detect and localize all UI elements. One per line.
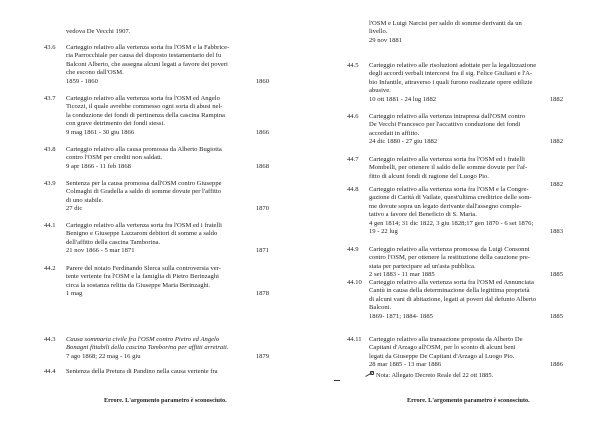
description-line: legati da Giuseppe De Capitani d'Arzago al Luogo Pio.	[369, 352, 515, 360]
year: 1882	[549, 138, 563, 146]
date-range: 4 gen 1814; 31 dic 1822, 3 giu 1828;17 gen 1870 - 6 set 1876;	[369, 219, 534, 227]
note-marker	[334, 380, 340, 381]
date-range: 1 mag	[66, 290, 83, 298]
description-line: Colmaghi di Gradella a saldo di somme dovute per l'affitto	[66, 188, 222, 196]
date-line	[369, 138, 563, 146]
inventory-entry	[347, 156, 563, 190]
description-line: contro l'OSM per crediti non saldati.	[66, 154, 163, 162]
inventory-entry	[44, 95, 269, 137]
description-line: Bonagni fittabili della cascina Tamborina per affitti arretrati.	[66, 344, 229, 352]
entry-description	[66, 95, 269, 137]
description-line: Carteggio relativo alla vertenza sorta fra l'OSM e la Fabbrice-	[66, 44, 230, 51]
entry-description	[369, 279, 563, 321]
description-line: Sentenza per la causa promossa dall'OSM contro Giuseppe	[66, 180, 222, 187]
description-line: dell'affitto della cascina Tamborina.	[66, 238, 161, 246]
entry-number: 44.7	[347, 156, 359, 163]
date-range: 21 nov 1866 - 5 mar 1871	[66, 247, 135, 255]
year: 1883	[549, 227, 563, 235]
description-line: tente vertente fra l'OSM e la famiglia di Pietro Berinzaghi	[66, 273, 219, 281]
left-page	[44, 0, 269, 424]
description-line: Causa sommaria civile fra l'OSM contro Pietro ed Angelo	[66, 336, 220, 343]
description-line: circa la sostanza relitta da Giuseppe Maria Berinzaghi.	[66, 281, 211, 289]
year: 1860	[255, 77, 269, 85]
date-line	[66, 290, 269, 298]
entry-number: 43.8	[44, 146, 56, 153]
description-line: Carteggio relativo alla vertenza sorta fra l'OSM ed i fratelli	[369, 156, 525, 163]
description-line: Carteggio relativo alla vertenza sorta fra l'OSM ed Angelo	[66, 95, 220, 102]
year: 1870	[255, 205, 269, 213]
entry-description	[66, 222, 269, 256]
description-line: Carteggio relativo alla vertenza sorta fra l'OSM ed Annunciata	[369, 279, 534, 286]
date-range: 27 dic	[66, 205, 83, 213]
description-line: fitto di alcuni fondi di ragione del Luogo Pio.	[369, 172, 489, 180]
description-line: di uno stabile.	[66, 196, 104, 204]
description-line: Carteggio relativo alla vertenza sorta fra l'OSM ed i fratelli	[66, 222, 222, 229]
pen-icon	[365, 371, 373, 378]
continuation-dates: 29 nov 1881	[369, 36, 402, 44]
inventory-entry	[347, 246, 563, 280]
date-range: 1859 - 1860	[66, 77, 98, 85]
entry-number: 44.9	[347, 246, 359, 253]
year: 1871	[255, 247, 269, 255]
inventory-entry	[347, 336, 563, 370]
date-line	[66, 129, 269, 137]
entry-description	[66, 265, 269, 299]
year: 1879	[255, 352, 269, 360]
entry-number: 44.1	[44, 222, 56, 229]
entry-number: 43.9	[44, 180, 56, 187]
year: 1885	[549, 271, 563, 279]
date-range: 7 ago 1868; 22 mag - 16 giu	[66, 352, 141, 360]
entry-number: 43.6	[44, 44, 56, 51]
description-line: Carteggio relativo alla causa promossa da Alberto Bugiotta	[66, 146, 222, 153]
entry-number: 44.5	[347, 62, 359, 69]
description-line: di alcuni vani di abitazione, legati ai poveri dal defunto Alberto	[369, 295, 537, 303]
inventory-entry	[347, 113, 563, 147]
right-page	[347, 0, 563, 424]
description-line: Mombelli, per ottenere il saldo delle somme dovute per l'af-	[369, 164, 528, 172]
footer-error: Errore. L'argomento parametro è sconosciuto.	[104, 397, 227, 404]
description-line: stata per partecipare ad un'asta pubblica.	[369, 262, 476, 270]
date-range: 9 apr 1866 - 11 feb 1868	[66, 162, 131, 170]
year: 1882	[549, 95, 563, 103]
inventory-entry	[44, 336, 269, 361]
entry-description	[66, 44, 269, 86]
description-line: Carteggio relativo alle risoluzioni adottate per la legalizzazione	[369, 62, 537, 69]
year: 1885	[549, 312, 563, 320]
inventory-entry	[44, 368, 269, 376]
entry-number: 44.4	[44, 368, 56, 375]
entry-description	[369, 113, 563, 147]
entry-description	[369, 156, 563, 190]
continuation-line: livello.	[369, 28, 388, 36]
entry-number: 44.6	[347, 113, 359, 120]
year: 1886	[549, 361, 563, 369]
entry-description	[66, 336, 269, 361]
entry-description	[369, 62, 563, 104]
inventory-entry	[44, 222, 269, 256]
date-line	[369, 96, 563, 104]
description-line: Balconi Alberto, che assegna alcuni legati a favore dei poveri	[66, 60, 228, 68]
entry-description	[66, 146, 269, 171]
description-line: degli accordi verbali intercorsi fra il sig. Felice Giuliani e l'A-	[369, 70, 533, 78]
entry-number: 44.8	[347, 186, 359, 193]
date-line	[369, 361, 563, 369]
description-line: contro l'OSM, per ottenere la restituzione della cauzione pre-	[369, 254, 531, 262]
description-line: gazione di Carità di Vailate, quest'ultima creditrice delle som-	[369, 194, 532, 202]
entry-description	[369, 186, 563, 236]
description-line: De Vecchi Francesco per l'accattivo conduzione dei fondi	[369, 121, 521, 129]
description-line: con grave detrimento dei fondi stessi.	[66, 120, 165, 128]
description-line: tativo a favore del Beneficio di S. Maria.	[369, 211, 477, 219]
entry-description	[66, 180, 269, 214]
continuation-line: vedova De Vecchi 1907.	[66, 28, 131, 35]
description-line: me dovute sopra un legato derivante dall'assegno comple-	[369, 202, 522, 210]
description-line: Benigno e Giuseppe Lazzarom debitori di somme a saldo	[66, 230, 218, 238]
continuation-text	[347, 20, 563, 45]
description-line: Cantù in causa della determinazione della legittima proprietà	[369, 287, 530, 295]
description-line: Carteggio relativo alla vertenza intrapresa dall'OSM contro	[369, 113, 526, 120]
entry-number: 44.10	[347, 279, 362, 286]
description-line: ria Parrocchiale per causa del disposto testamentario del fu	[66, 52, 222, 60]
entry-number: 44.2	[44, 265, 56, 272]
description-line: accordati in affitto.	[369, 129, 420, 137]
entry-description	[369, 246, 563, 280]
description-line: Parere del notaio Ferdinando Slerca sulla controversia ver-	[66, 265, 221, 272]
date-line	[66, 163, 269, 171]
continuation-text	[44, 28, 269, 36]
date-line	[66, 247, 269, 255]
footer-error: Errore. L'argomento parametro è sconosciuto.	[407, 397, 530, 404]
continuation-line: l'OSM e Luigi Narcisi per saldo di somme derivanti da un	[369, 20, 522, 27]
description-line: Carteggio relativo alla vertenza promossa da Luigi Consonni	[369, 246, 530, 253]
description-line: Sentenza della Pretura di Pandino nella causa vertente fra	[66, 368, 218, 375]
description-line: Balconi.	[369, 304, 392, 312]
note	[365, 371, 493, 380]
entry-number: 44.11	[347, 336, 362, 343]
date-range: 10 ott 1881 - 24 lug 1882	[369, 95, 437, 103]
date-line	[66, 205, 269, 213]
date-range: 1869- 1871; 1884- 1885	[369, 312, 433, 320]
inventory-entry	[347, 279, 563, 321]
note-text: Nota: Allegato Decreto Reale del 22 ott 1885.	[376, 372, 494, 379]
inventory-entry	[347, 186, 563, 236]
description-line: Ticozzi, il quale avrebbe commesso ogni sorta di abusi nel-	[66, 103, 223, 111]
description-line: che escono dall'OSM.	[66, 69, 124, 77]
inventory-entry	[44, 44, 269, 86]
year: 1866	[255, 128, 269, 136]
description-line: abusive.	[369, 87, 391, 95]
date-range: 19 - 22 lug	[369, 227, 398, 235]
date-range: 9 mag 1861 - 30 giu 1866	[66, 128, 135, 136]
description-line: la conduzione dei fondi di pertinenza della cascina Rampina	[66, 111, 225, 119]
date-line	[369, 220, 563, 228]
entry-description	[369, 336, 563, 370]
description-line: Carteggio relativo alla transazione proposta da Alberto De	[369, 336, 523, 343]
date-line	[66, 78, 269, 86]
year: 1878	[255, 290, 269, 298]
inventory-entry	[44, 180, 269, 214]
inventory-entry	[44, 146, 269, 171]
description-line: bio Infantile, attraverso i quali furono realizzate opere edilizie	[369, 78, 533, 86]
date-range: 24 dic 1880 - 27 giu 1882	[369, 138, 438, 146]
inventory-entry	[44, 265, 269, 299]
description-line: Carteggio relativo alla vertenza sorta fra l'OSM e la Congre-	[369, 186, 529, 193]
entry-description	[66, 368, 269, 376]
entry-number: 44.3	[44, 336, 56, 343]
inventory-entry	[347, 62, 563, 104]
date-line	[66, 353, 269, 361]
year: 1868	[255, 162, 269, 170]
date-line	[369, 228, 563, 236]
date-line	[369, 313, 563, 321]
year: 1882	[549, 181, 563, 189]
date-range: 2 set 1883 - 11 mar 1885	[369, 271, 435, 279]
date-range: 28 mar 1885 - 13 mar 1886	[369, 361, 442, 369]
description-line: Capitani d'Arzago all'OSM, per lo sconto di alcuni beni	[369, 344, 516, 352]
entry-number: 43.7	[44, 95, 56, 102]
